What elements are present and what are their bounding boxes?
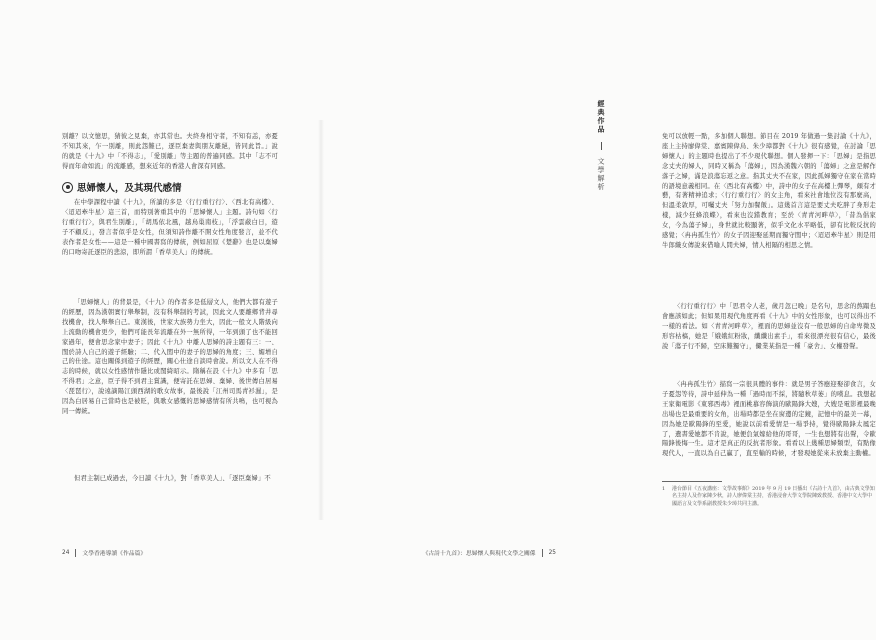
left-page-number: 24	[62, 549, 70, 556]
left-footer	[62, 548, 146, 557]
side-tab-title: 經典作品	[597, 100, 605, 134]
right-footer	[423, 548, 556, 557]
left-paragraph-4	[62, 474, 278, 484]
right-paragraph-1-text: 免可以放輕一點，多加個人聯想。節目在 2019 年做過一集討論《十九》，座上主持廖偉棠、嘉賓陳偉烏、朱少璋都對《十九》很有感覺，在討論「思婦懷人」的主題時也提出了不少現代聯想。個人發揮一下：「思婦」是指思念丈夫的婦人，同時又稱為「蕩婦」，因為漢魏六朝的「蕩婦」之意是解作落子之婦，滿是浪蕩忘返之意。指其丈夫不在家，因此孤婦獨守在家在當時的語境意義相同。在〈西北有高樓〉中，詩中的女子在高樓上彈琴，頗有才藝，有著精神追求；〈行行重行行〉的女主角，看來社會地位沒有那麼高，但溫柔敦厚，可囑丈夫「努力加餐飯」。這幾首言這是要丈夫吃胖了身形走樣，減少狂蜂浪蝶），看來也沒錯教育；至於〈青青河畔草〉，「昔為倡家女，今為蕩子婦」，身世就比較顯著，似乎文化水平略低，卻有比較反抗的感覺；〈冉冉孤生竹〉的女子因迎娶延期而獨守閨中；〈迢迢牽牛星〉則是用牛郎織女傳說來借喻人間夫婦，情人相隔的相思之情。	[662, 133, 876, 249]
left-intro-text: 別離？以文憶思，猜彼之見棄，亦其常也。夫終身相守者，不知有恙，亦憂不知其來，乍一別離，則此怨難已，逐臣棄妻與朋友離絕，皆同此旨。」說的就是《十九》中「不得志」，「愛別離」等主題的普遍同感。其中「志不可得而年命如流」的流離感，想來近年的香港人會深有同感。	[62, 133, 278, 170]
footnote-number: 1	[662, 486, 666, 492]
left-paragraph-4-text: 但君主制已成過去，今日讀《十九》，對「香草美人」、「逐臣棄婦」不	[74, 475, 271, 482]
left-intro-paragraph	[62, 132, 278, 172]
footer-divider	[542, 549, 543, 557]
right-paragraph-3	[662, 380, 876, 459]
left-paragraph-2-text: 在中學課程中讀《十九》，所讀的多是〈行行重行行〉、〈西北有高樓〉、〈迢迢牽牛星〉這三首，而特別著重其中的「思婦懷人」主題。詩句如〈行行重行行〉，與君生別離」，「胡馬依北風，越鳥巢南枝」，「浮雲蔽白日，遊子不顧反」，發言者似乎是女性，但須知詩作離不開女性角度發言，並不代表作者是女性——這是一種中國書寫的傳統，例如屈原《楚辭》也是以棄婦的口吻寄託逐臣的悲涼，即所謂「香草美人」的傳統。	[62, 199, 278, 256]
left-paragraph-2	[62, 198, 278, 257]
right-paragraph-2-text: 〈行行重行行〉中「思君令人老，歲月忽已晚」是名句，思念的熬蹋也會應該如此；但如果用現代角度再看《十九》中的女性形象，也可以得出不一樣的看法。如〈青青河畔草〉，裡面的思婦並沒有一般思婦的自命卑微及形容枯槁，她是「娥娥紅粉妝，纖纖出素手」，看來很漂亮很有信心，最後說「蕩子行不歸，空床難獨守」，儼業某指是一種「豪舍」、女權發聲。	[662, 303, 876, 350]
left-running-title: 文學香港導讀《作品篇》	[82, 551, 147, 557]
section-heading	[62, 180, 182, 194]
side-tab-divider	[601, 142, 602, 150]
bullet-icon	[62, 182, 73, 193]
right-paragraph-3-text: 〈冉冉孤生竹〉描寫一宗很具體的事件：就是男子答應迎娶卻食言，女子憂怨等待，詩中延伸為一種「過時而不採，將隨秋草萎」的嘆息。我想起王家衛電影《東邪西毒》裡面桃慕容飾演的歐陽鋒大嫂，大嫂是電影裡最晚出場也是最重要的女角，出場時都是坐在窗邊的定鏡，記憶中的最美一幕，因為她是歐陽鋒的至愛，她說以前看愛情是一場爭持，覺得歐陽鋒太鳳定了，遺書愛她都不肯說，她便負氣嫁給他的哥哥，一生也想將有出聲，令歐陽鋒後悔一生。這才是真正的反抗者形象。看看以上幾種思婦類型，有點像現代人，一直以為自己贏了，直至輸的時候，才發現她從來未放棄主動權。	[662, 381, 876, 458]
side-tab-subtitle: 文學解析	[597, 157, 605, 192]
side-section-tab	[596, 100, 606, 191]
right-paragraph-2	[662, 302, 876, 352]
right-running-title: 《古詩十九首》：思婦懷人與現代文學之關係	[422, 551, 536, 557]
right-page-number: 25	[548, 549, 556, 556]
left-page	[0, 0, 320, 640]
left-paragraph-3	[62, 298, 278, 417]
footnote-rule	[662, 481, 722, 482]
footnote	[662, 486, 876, 508]
right-paragraph-1	[662, 132, 876, 251]
right-page	[320, 0, 876, 640]
footer-divider	[75, 549, 76, 557]
left-paragraph-3-text: 「思婦懷人」的背景是，《十九》的作者多是低層文人，他們大都有遊子的經歷，因為漢朝實行舉舉制，沒有科舉制的考試，因此文人要離鄉背井尋找機會，找人舉舉自己。東漢後，世家大族勢力坐大，因此一般文人階級向上流動的機會更少，他們可能長年流離在外一無所得，一年到頭了也不能回家過年，便會思念家中妻子；因此《十九》中離人思婦的詩主題有三：一、閨於詩人自己的遊子經驗；二、代入閨中的妻子的思婦的角度；三、媚增自己的仕途。這也關係到遊子的經歷，關心仕途自談時會說。所以文人在不得志的時候，就以女性感情作隱比或閨綺昭示。隋稱在設《十九》中多有「思不得君」之意，臣子得不到君主賞識，便寄託在思婦、棄婦、後世傳白居易〈琵琶行〉，說遠謫陽江頭西湖的歌女故事，最後說「江州司馬青衫濕」，是因為白居易自己當時也是被貶，與歌女感慨的思婦感情有所共鳴，也可視為同一傳統。	[62, 299, 278, 415]
section-heading-text: 思婦懷人，及其現代感情	[77, 183, 182, 194]
footnote-text: 港台節目《五夜講座：文學故事館》2019 年 9 月 19 日播出《古詩十九首》，由古典文學知名主持人及作家陳少秋，詩人廖偉棠主持，香港浸會大學文學院陳致教授、香港中文大學中國語言及文學系副教授朱少璋共同主講。	[672, 486, 875, 507]
